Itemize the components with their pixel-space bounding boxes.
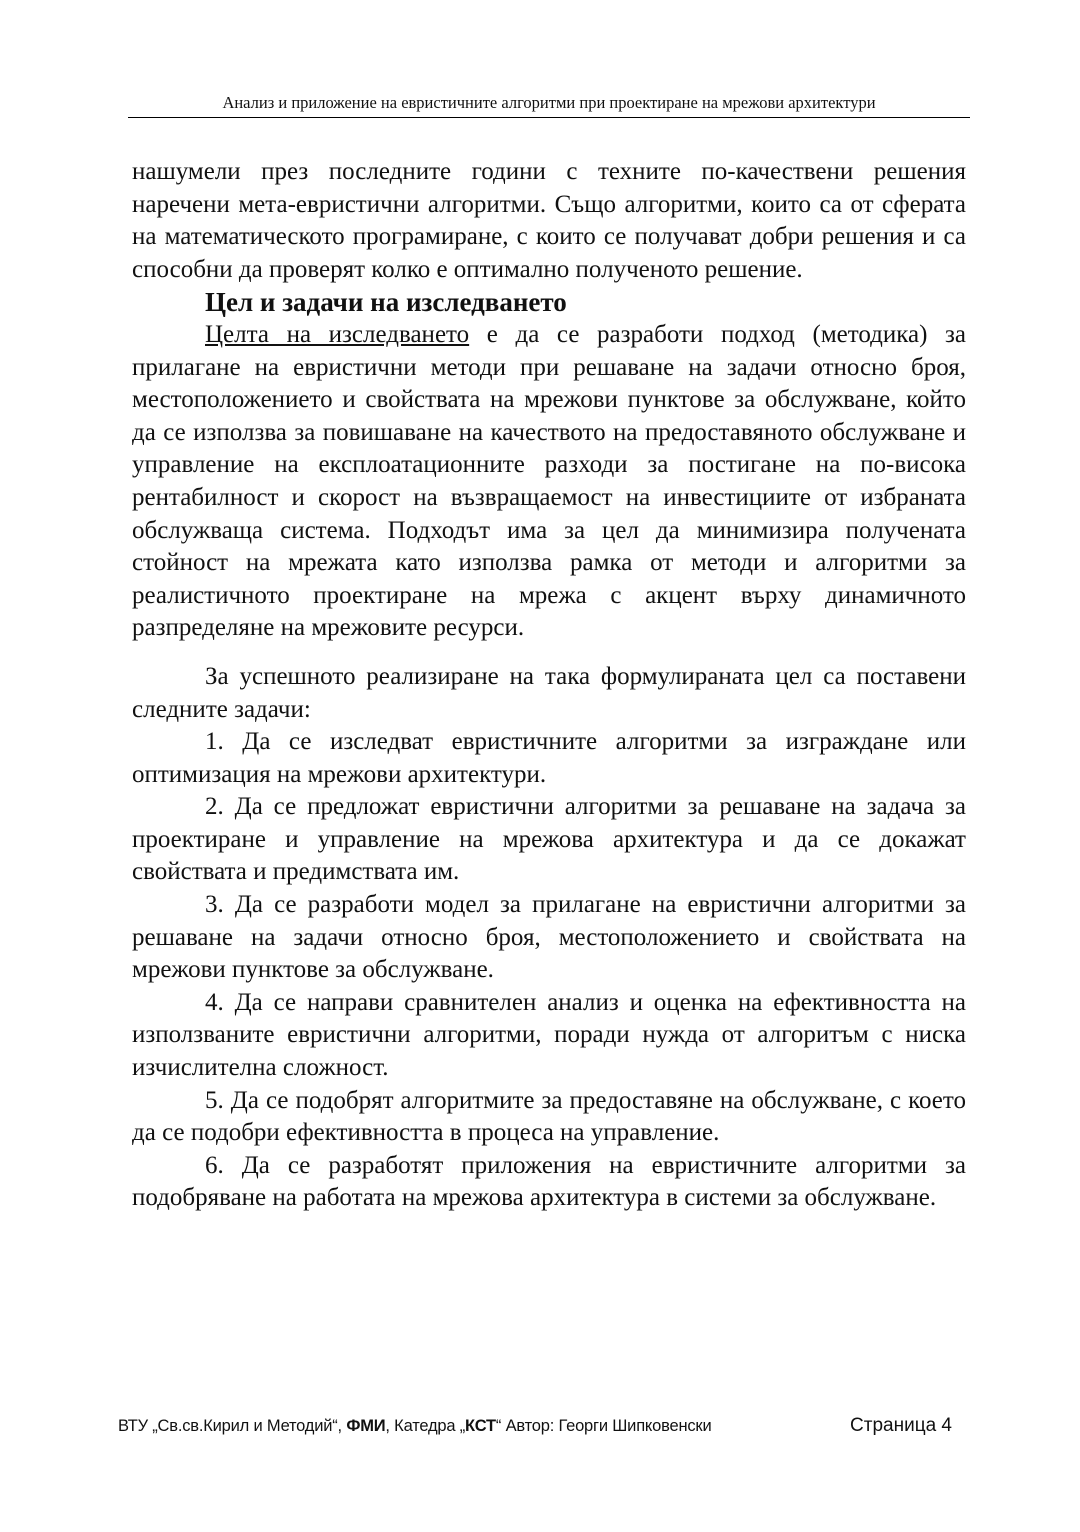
task-item-4: 4. Да се направи сравнителен анализ и оценка на ефективността на използваните евристични алгоритми, поради нужда от алгоритъм с ниска изчислителна сложност.: [132, 988, 966, 1082]
tasks-intro: За успешното реализиране на така формулираната цел са поставени следните задачи:: [132, 662, 966, 723]
goal-paragraph: [132, 319, 966, 645]
footer-faculty: ФМИ: [346, 1417, 386, 1435]
footer-department-prefix: , Катедра „: [385, 1417, 466, 1435]
footer-author: “ Автор: Георги Шипковенски: [495, 1417, 712, 1435]
task-item-6: 6. Да се разработят приложения на евристичните алгоритми за подобряване на работата на мрежова архитектура в системи за обслужване.: [132, 1151, 966, 1212]
goal-lead: Целта на изследването: [205, 320, 470, 348]
goal-text: е да се разработи подход (методика) за прилагане на евристични методи при решаване на задачи относно броя, местоположението и свойствата на мрежови пунктове за обслужване, който да се използва за повишаване на качеството на предоставяното обслужване и управление на експлоатационните разходи за постигане на по-висока рентабилност и скорост на възвращаемост на инвестициите от избраната обслужваща система. Подходът има за цел да минимизира получената стойност на мрежата като използва рамка от методи и алгоритми за реалистичното проектиране на мрежа с акцент върху динамичното разпределяне на мрежовите ресурси.: [132, 320, 966, 642]
task-item-5: 5. Да се подобрят алгоритмите за предоставяне на обслужване, с което да се подобри ефективността в процеса на управление.: [132, 1086, 966, 1147]
section-heading: Цел и задачи на изследването: [205, 287, 567, 318]
page-body: [132, 156, 966, 1215]
footer-credits: [118, 1414, 711, 1438]
footer-department: КСТ: [465, 1417, 496, 1435]
footer-university: ВТУ „Св.св.Кирил и Методий“,: [118, 1417, 347, 1435]
task-item-3: 3. Да се разработи модел за прилагане на евристични алгоритми за решаване на задачи относно броя, местоположението и свойствата на мрежови пунктове за обслужване.: [132, 891, 966, 984]
running-header: [128, 92, 970, 118]
intro-paragraph: нашумели през последните години с техните по-качествени решения наречени мета-евристични алгоритми. Също алгоритми, които са от сферата на математическото програмиране, с които се получават добри решения и са способни да проверят колко е оптимално полученото решение.: [132, 158, 966, 283]
document-title: Анализ и приложение на евристичните алгоритми при проектиране на мрежови архитектури: [222, 93, 876, 112]
task-item-2: 2. Да се предложат евристични алгоритми за решаване на задача за проектиране и управление на мрежова архитектура и да се докажат свойствата и предимствата им.: [132, 793, 966, 886]
page-number: Страница 4: [850, 1415, 952, 1436]
task-item-1: 1. Да се изследват евристичните алгоритми за изграждане или оптимизация на мрежови архитектури.: [132, 728, 966, 788]
